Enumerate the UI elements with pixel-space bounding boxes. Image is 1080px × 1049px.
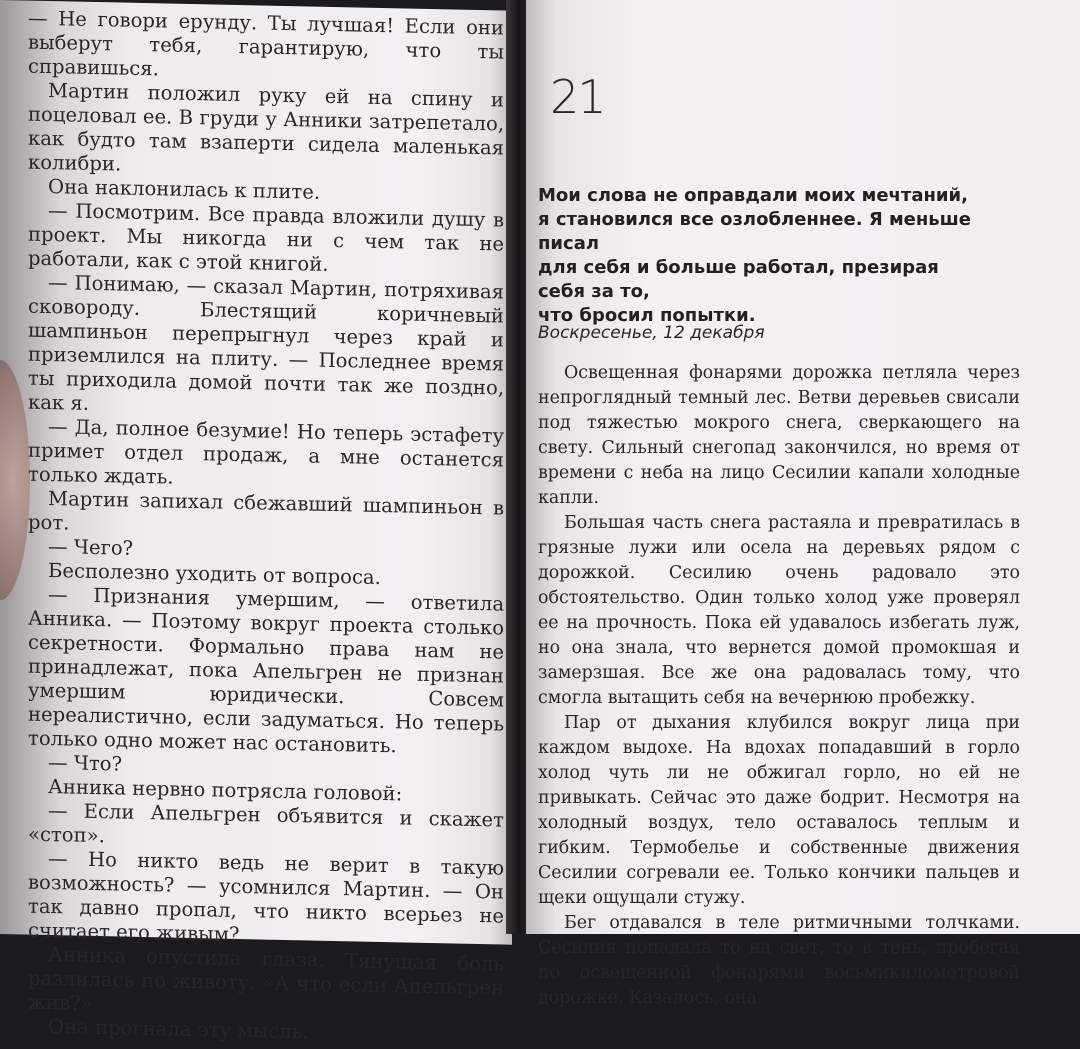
paragraph: — Не говори ерунду. Ты лучшая! Если они выберут тебя, гарантирую, что ты справишься. [28,6,504,81]
paragraph: — Но никто ведь не верит в такую возможность? — усомнился Мартин. — Он так давно пропал, что никто всерьез не считает его живым? [28,847,504,947]
epigraph-line: Мои слова не оправдали моих мечтаний, [538,185,968,206]
paragraph: Бег отдавался в теле ритмичными толчками. Сесилия попадала то на свет, то в тень, пробегая по освещенной фонарями восьмикилометровой дорожке. Казалось, она [538,913,1020,1008]
paragraph: Анника опустила глаза. Тянущая боль разлилась по животу. «А что если Апельгрен жив?» [28,943,504,1015]
right-page-text [538,361,1020,1011]
paragraph: Бесполезно уходить от вопроса. [48,559,381,589]
paragraph: — Если Апельгрен объявится и скажет «стоп». [28,799,504,848]
paragraph: Пар от дыхания клубился вокруг лица при каждом выдохе. На вдохах попадавший в горло холод чуть ли не обжигал горло, но ей не привыкать. Сейчас это даже бодрит. Несмотря на холодный воздух, тело оставалось теплым и гибким. Термобелье и собственные движения Сесилии согревали ее. Только кончики пальцев и щеки ощущали стужу. [538,713,1020,908]
paragraph: Мартин положил руку ей на спину и поцеловал ее. В груди у Анники затрепетало, как будто там взаперти сидела маленькая колибри. [28,79,504,176]
paragraph: — Признания умершим, — ответила Анника. — Поэтому вокруг проекта столько секретности. Формально права нам не принадлежат, пока Апельгрен не признан умершим юридически. Совсем нереалистично, если задуматься. Но теперь только одно может нас остановить. [28,583,504,758]
paragraph: — Да, полное безумие! Но теперь эстафету примет отдел продаж, а мне останется только ждать. [28,415,504,489]
paragraph: Мартин запихал сбежавший шампиньон в рот. [28,487,504,535]
paragraph: Она наклонилась к плите. [48,175,321,204]
date-heading: Воскресенье, 12 декабря [538,323,765,343]
left-page [0,0,512,1044]
chapter-number: 21 [550,70,605,124]
paragraph: — Что? [48,751,123,776]
paragraph: Освещенная фонарями дорожка петляла через непроглядный темный лес. Ветви деревьев свисали под тяжестью мокрого снега, сверкающего на свету. Сильный снегопад закончился, но время от времени с неба на лицо Сесилии капали холодные капли. [538,363,1020,508]
epigraph [538,184,978,328]
epigraph-line: что бросил попытки. [538,305,756,326]
paragraph: — Понимаю, — сказал Мартин, потряхивая сковороду. Блестящий коричневый шампиньон перепрыгнул через край и приземлился на плиту. — Последнее время ты приходила домой почти так же поздно, как я. [28,271,504,415]
paragraph: — Чего? [48,535,134,560]
epigraph-line: я становился все озлобленнее. Я меньше писал [538,209,972,254]
paragraph: Большая часть снега растаяла и превратилась в грязные лужи или осела на деревьях рядом с дорожкой. Сесилию очень радовало это обстоятельство. Один только холод уже проверял ее на прочность. Пока ей удавалось избегать луж, но она знала, что вернется домой промокшая и замерзшая. Все же она радовалась тому, что смогла вытащить себя на вечернюю пробежку. [538,513,1020,708]
thumb-shadow [0,359,30,600]
epigraph-line: для себя и больше работал, презирая себя за то, [538,257,939,302]
right-page [526,0,1080,1008]
paragraph: — Посмотрим. Все правда вложили душу в проект. Мы никогда ни с чем так не работали, как с этой книгой. [28,199,504,276]
left-page-text [28,7,504,1049]
paragraph: Она прогнала эту мысль. [48,1015,309,1044]
paragraph: Анника нервно потрясла головой: [48,775,403,806]
